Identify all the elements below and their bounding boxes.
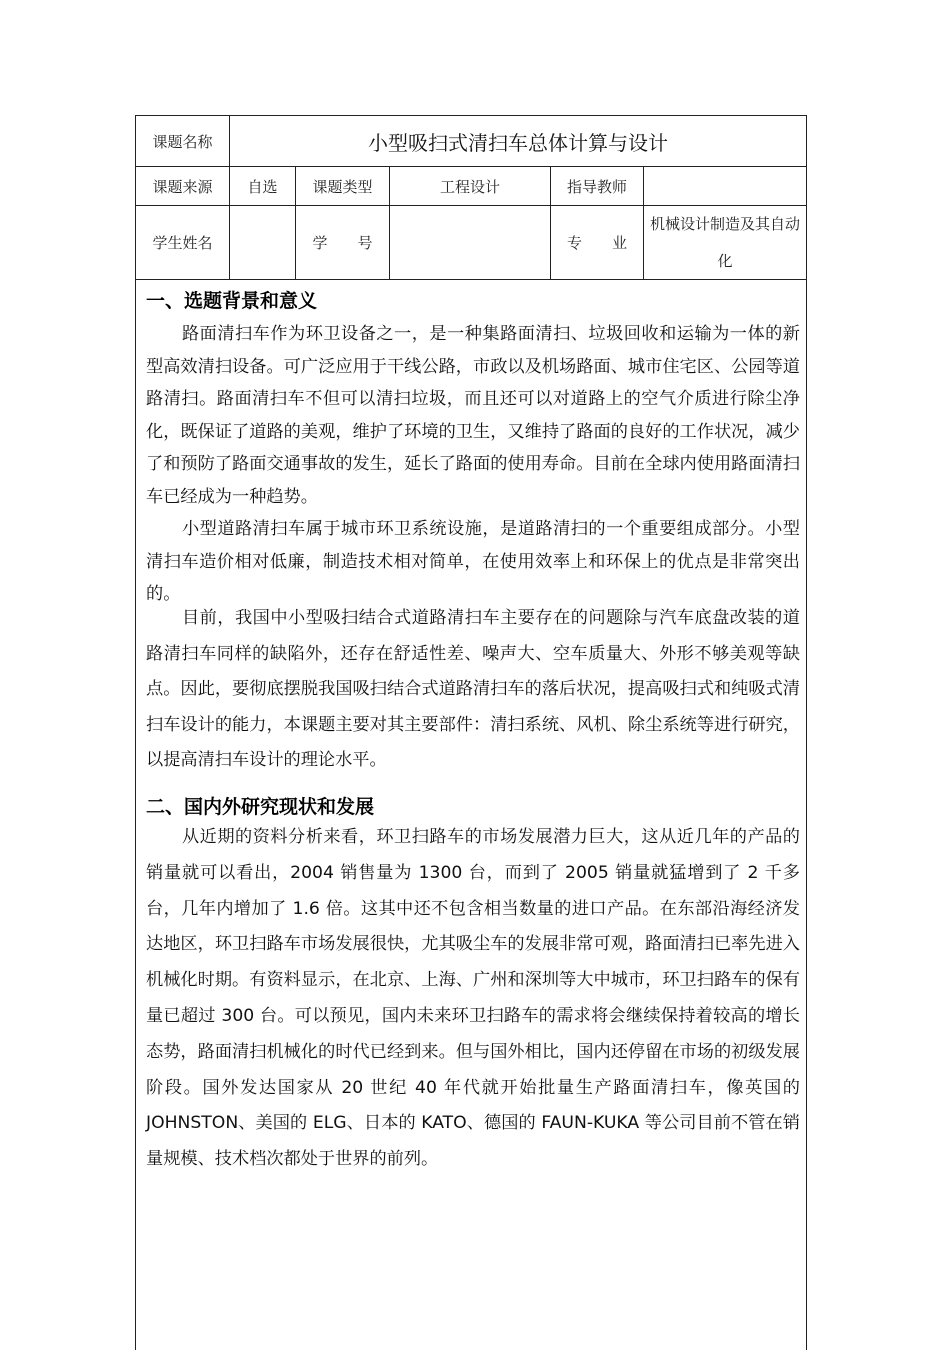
major-value [644, 206, 806, 279]
source-value: 自选 [247, 177, 278, 196]
id-label: 学 号 [312, 234, 373, 252]
major-value-line1: 机械设计制造及其自动 [649, 214, 800, 233]
advisor-value [644, 167, 806, 205]
id-value [390, 206, 550, 279]
section-1-paragraph-2: 小型道路清扫车属于城市环卫系统设施，是道路清扫的一个重要组成部分。小型清扫车造价相对低廉，制造技术相对简单，在使用效率上和环保上的优点是非常突出的。 [146, 519, 800, 604]
content-box [135, 280, 807, 1350]
topic-value: 小型吸扫式清扫车总体计算与设计 [368, 130, 668, 155]
student-label: 学生姓名 [152, 234, 213, 252]
type-label: 课题类型 [312, 177, 373, 196]
section-2-paragraph-1: 从近期的资料分析来看，环卫扫路车的市场发展潜力巨大，这从近几年的产品的销量就可以看出，2004 销售量为 1300 台，而到了 2005 销量就猛增到了 2 千多台，几年内增加了 1.6 倍。这其中还不包含相当数量的进口产品。在东部沿海经济发达地区，环卫扫路车市场发展很快，尤其吸尘车的发展非常可观，路面清扫已率先进入机械化时期。有资料显示，在北京、上海、广州和深圳等大中城市，环卫扫路车的保有量已超过 300 台。可以预见，国内未来环卫扫路车的需求将会继续保持着较高的增长态势，路面清扫机械化的时代已经到来。但与国外相比，国内还停留在市场的初级发展阶段。国外发达国家从 20 世纪 40 年代就开始批量生产路面清扫车，像英国的 JOHNSTON、美国的 ELG、日本的 KATO、德国的 FAUN-KUKA 等公司目前不管在销量规模、技术档次都处于世界的前列。 [146, 827, 800, 1170]
student-value [230, 206, 295, 279]
advisor-label: 指导教师 [566, 177, 627, 196]
section-1-paragraph-1: 路面清扫车作为环卫设备之一，是一种集路面清扫、垃圾回收和运输为一体的新型高效清扫设备。可广泛应用于干线公路，市政以及机场路面、城市住宅区、公园等道路清扫。路面清扫车不但可以清扫垃圾，而且还可以对道路上的空气介质进行除尘净化，既保证了道路的美观，维护了环境的卫生，又维持了路面的良好的工作状况，减少了和预防了路面交通事故的发生，延长了路面的使用寿命。目前在全球内使用路面清扫车已经成为一种趋势。 [146, 324, 800, 507]
major-value-line2: 化 [717, 251, 733, 270]
source-label: 课题来源 [152, 177, 213, 196]
project-info-table [135, 115, 807, 280]
section-1-paragraph-3: 目前，我国中小型吸扫结合式道路清扫车主要存在的问题除与汽车底盘改装的道路清扫车同样的缺陷外，还存在舒适性差、噪声大、空车质量大、外形不够美观等缺点。因此，要彻底摆脱我国吸扫结合式道路清扫车的落后状况，提高吸扫式和纯吸式清扫车设计的能力，本课题主要对其主要部件：清扫系统、风机、除尘系统等进行研究，以提高清扫车设计的理论水平。 [146, 608, 800, 770]
type-value: 工程设计 [439, 177, 500, 196]
major-label: 专 业 [566, 234, 627, 252]
section-1-title: 一、选题背景和意义 [146, 290, 318, 312]
section-2-title: 二、国内外研究现状和发展 [146, 796, 375, 818]
topic-label: 课题名称 [152, 132, 213, 151]
